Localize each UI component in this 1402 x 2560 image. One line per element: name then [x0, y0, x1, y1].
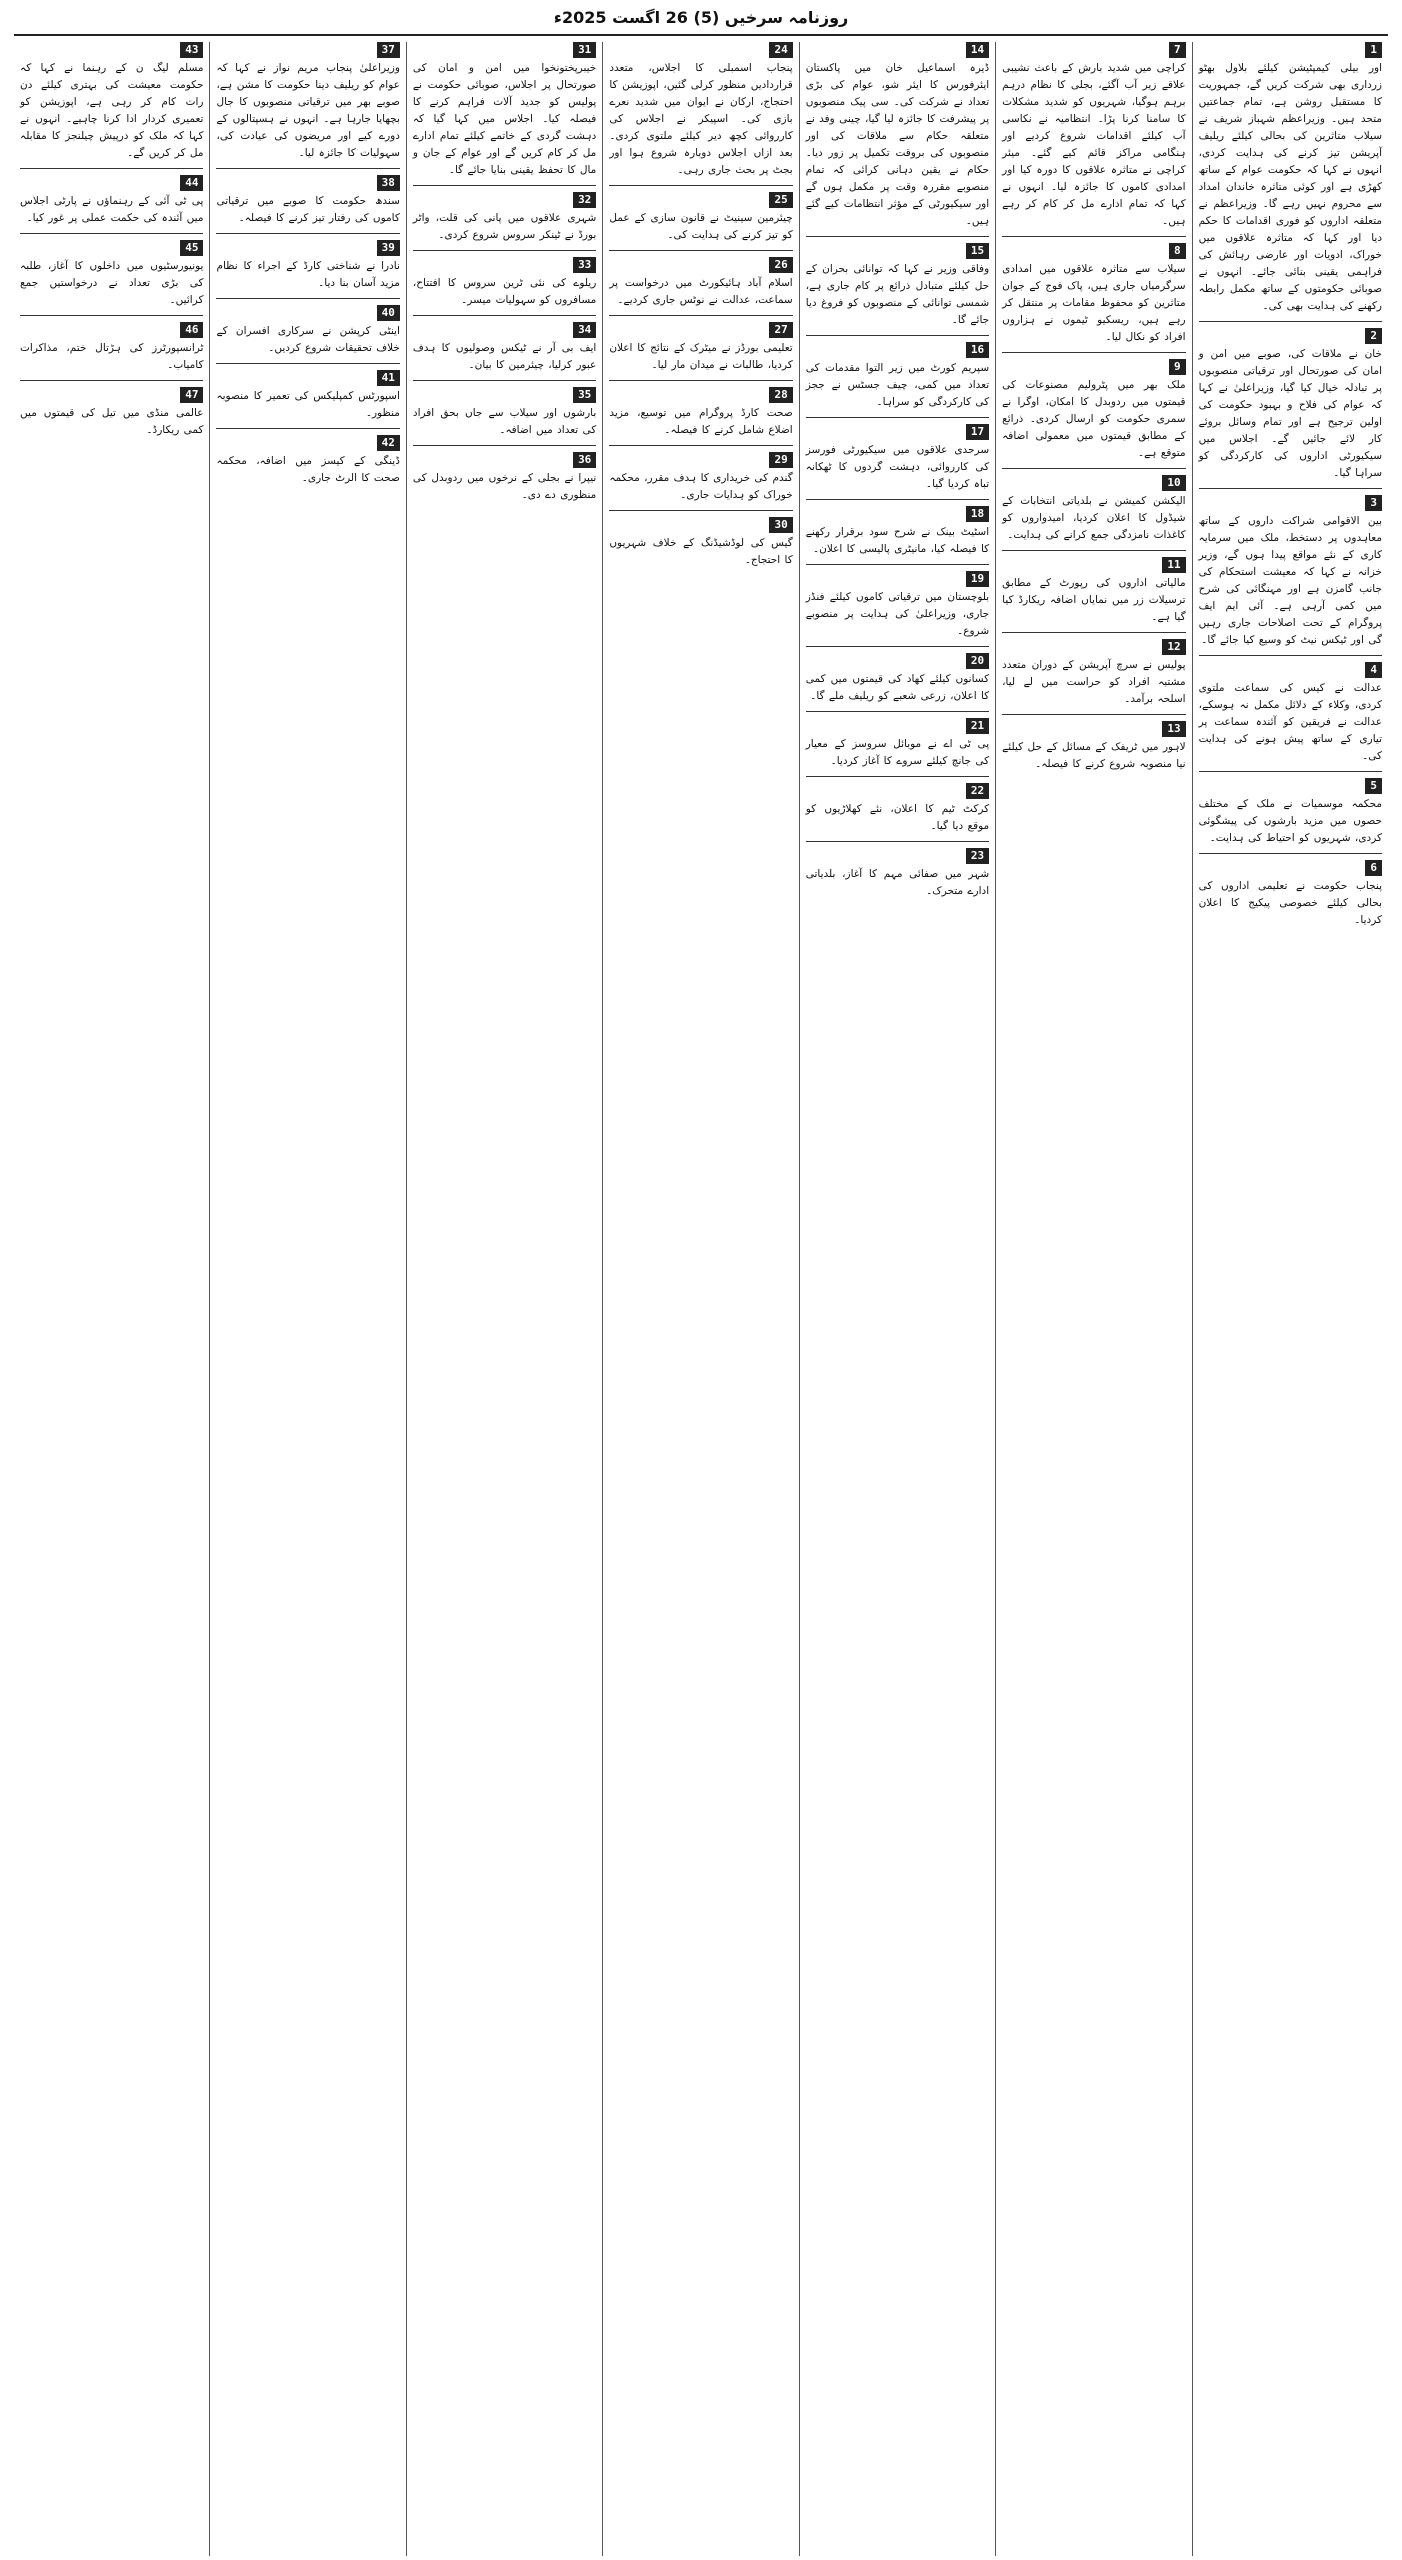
news-item: [1002, 42, 1185, 230]
news-item: [806, 718, 989, 770]
news-item-header: [609, 257, 792, 273]
news-item-header: [1002, 475, 1185, 491]
news-item-number: 45: [180, 240, 203, 256]
news-item-body: اسپورٹس کمپلیکس کی تعمیر کا منصوبہ منظور۔: [216, 390, 400, 419]
news-item-separator: [216, 168, 399, 169]
news-item-number: 27: [769, 322, 792, 338]
news-item-number: 21: [966, 718, 989, 734]
news-item-header: [1002, 42, 1185, 58]
news-item: [20, 42, 203, 162]
news-item: [1199, 495, 1382, 649]
news-item-body: ڈینگی کے کیسز میں اضافہ، محکمہ صحت کا الرٹ جاری۔: [216, 455, 400, 484]
news-column: [406, 42, 602, 2556]
news-item-header: [20, 387, 203, 403]
news-item-body: ریلوے کی نئی ٹرین سروس کا افتتاح، مسافروں کو سہولیات میسر۔: [412, 277, 597, 306]
news-item: [1002, 639, 1185, 708]
news-item-header: [1002, 721, 1185, 737]
news-item-header: [806, 653, 989, 669]
news-item-header: [216, 435, 399, 451]
news-item-header: [413, 192, 596, 208]
news-item-number: 41: [377, 370, 400, 386]
news-item-header: [216, 240, 399, 256]
news-item-number: 34: [573, 322, 596, 338]
news-item-body: اور بیلی کیمپٹیشن کیلئے بلاول بھٹو زرداری بھی شرکت کریں گے، جمہوریت کا مستقبل روشن ہے، تمام جماعتیں متحد ہیں۔ وزیراعظم شہباز شریف نے سیلاب متاثرین کی بحالی کیلئے ریلیف آپریشن تیز کرنے کی ہدایت کردی، انہوں نے کہا کہ حکومت عوام کے ساتھ کھڑی ہے اور کوئی متاثرہ خاندان امداد سے محروم نہیں رہے گا۔ وزیراعظم نے متعلقہ اداروں کو فوری اقدامات کا حکم دیا اور کہا کہ متاثرہ علاقوں میں خوراک، ادویات اور عارضی رہائش کی فراہمی یقینی بنائی جائے۔ انہوں نے صوبائی حکومتوں کے ساتھ مکمل رابطہ رکھنے کی ہدایت بھی کی۔: [1198, 62, 1382, 312]
news-item-separator: [806, 776, 989, 777]
news-item-separator: [413, 185, 596, 186]
news-item-separator: [216, 428, 399, 429]
news-item: [1002, 359, 1185, 462]
news-item-number: 47: [180, 387, 203, 403]
news-item-body: خیبرپختونخوا میں امن و امان کی صورتحال پر اجلاس، صوبائی حکومت نے پولیس کو جدید آلات فراہم کرنے کا فیصلہ کیا۔ اجلاس میں کہا گیا کہ دہشت گردی کے خاتمے کیلئے تمام ادارے مل کر کام کریں گے اور عوام کے جان و مال کا تحفظ یقینی بنایا جائے گا۔: [412, 62, 597, 176]
news-item-body: مسلم لیگ ن کے رہنما نے کہا کہ حکومت معیشت کی بہتری کیلئے دن رات کام کر رہی ہے، اپوزیشن کو تعمیری کردار ادا کرنا چاہیے۔ انہوں نے کہا کہ ملک کو درپیش چیلنجز کا مقابلہ مل کر کریں گے۔: [20, 62, 204, 159]
news-item-number: 43: [180, 42, 203, 58]
news-item: [20, 322, 203, 374]
news-item-separator: [1002, 468, 1185, 469]
news-columns: [14, 42, 1388, 2556]
news-item-body: نیپرا نے بجلی کے نرخوں میں ردوبدل کی منظوری دے دی۔: [412, 472, 597, 501]
news-item-header: [20, 175, 203, 191]
news-item-header: [806, 718, 989, 734]
news-item-header: [609, 452, 792, 468]
news-item-number: 4: [1365, 662, 1382, 678]
news-item: [806, 243, 989, 329]
news-item-body: کرکٹ ٹیم کا اعلان، نئے کھلاڑیوں کو موقع دیا گیا۔: [805, 803, 990, 832]
news-item-body: الیکشن کمیشن نے بلدیاتی انتخابات کے شیڈول کا اعلان کردیا، امیدواروں کو کاغذات نامزدگی جمع کرانے کی ہدایت۔: [1002, 495, 1186, 541]
news-item: [216, 240, 399, 292]
news-item-header: [1002, 243, 1185, 259]
news-item: [609, 322, 792, 374]
news-item-body: وزیراعلیٰ پنجاب مریم نواز نے کہا کہ عوام کو ریلیف دینا حکومت کا مشن ہے، صوبے بھر میں ترقیاتی منصوبوں کا جال بچھایا جارہا ہے۔ انہوں نے ہسپتالوں کے دورے کیے اور مریضوں کی عیادت کی، سہولیات کا جائزہ لیا۔: [216, 62, 400, 159]
news-item-body: نادرا نے شناختی کارڈ کے اجراء کا نظام مزید آسان بنا دیا۔: [216, 260, 400, 289]
news-item-number: 20: [966, 653, 989, 669]
news-column: [1192, 42, 1388, 2556]
news-item-header: [20, 42, 203, 58]
news-item-number: 22: [966, 783, 989, 799]
news-item-separator: [609, 185, 792, 186]
news-column: [799, 42, 995, 2556]
news-item-header: [609, 192, 792, 208]
news-item-body: عالمی منڈی میں تیل کی قیمتوں میں کمی ریکارڈ۔: [20, 407, 204, 436]
news-item-header: [609, 517, 792, 533]
news-item-separator: [806, 646, 989, 647]
news-item-separator: [609, 315, 792, 316]
news-item: [806, 506, 989, 558]
news-item-number: 26: [769, 257, 792, 273]
news-item-number: 29: [769, 452, 792, 468]
news-item-separator: [1199, 488, 1382, 489]
news-item: [1002, 721, 1185, 773]
news-item-body: پی ٹی اے نے موبائل سروسز کے معیار کی جانچ کیلئے سروے کا آغاز کردیا۔: [805, 738, 990, 767]
news-item-number: 13: [1162, 721, 1185, 737]
news-item-body: گیس کی لوڈشیڈنگ کے خلاف شہریوں کا احتجاج۔: [609, 537, 793, 566]
news-item-header: [20, 240, 203, 256]
news-item-body: پنجاب حکومت نے تعلیمی اداروں کی بحالی کیلئے خصوصی پیکیج کا اعلان کردیا۔: [1198, 880, 1382, 926]
news-item-body: سپریم کورٹ میں زیر التوا مقدمات کی تعداد میں کمی، چیف جسٹس نے ججز کی کارکردگی کو سراہا۔: [805, 362, 990, 408]
header-date-line: روزنامہ سرخیں (5) 26 اگست 2025ء: [553, 7, 849, 27]
news-item-header: [609, 322, 792, 338]
news-item-body: پی ٹی آئی کے رہنماؤں نے پارٹی اجلاس میں آئندہ کی حکمت عملی پر غور کیا۔: [20, 195, 204, 224]
news-item-header: [1199, 42, 1382, 58]
news-item-separator: [609, 250, 792, 251]
news-item: [20, 240, 203, 309]
news-item-header: [806, 424, 989, 440]
news-item: [413, 322, 596, 374]
news-item-body: لاہور میں ٹریفک کے مسائل کے حل کیلئے نیا منصوبہ شروع کرنے کا فیصلہ۔: [1002, 741, 1186, 770]
news-item-body: چیئرمین سینیٹ نے قانون سازی کے عمل کو تیز کرنے کی ہدایت کی۔: [609, 212, 793, 241]
news-item-body: بین الاقوامی شراکت داروں کے ساتھ معاہدوں پر دستخط، ملک میں سرمایہ کاری کے نئے مواقع پیدا ہوں گے، وزیر خزانہ نے کہا کہ معیشت استحکام کی جانب گامزن ہے اور مہنگائی کی شرح میں کمی آرہی ہے۔ آئی ایم ایف پروگرام کے تحت اصلاحات جاری رہیں گی اور ٹیکس نیٹ کو وسیع کیا جائے گا۔: [1198, 515, 1382, 646]
news-item-number: 33: [573, 257, 596, 273]
news-item-separator: [413, 315, 596, 316]
news-item-header: [806, 506, 989, 522]
news-item: [806, 783, 989, 835]
news-item-number: 24: [769, 42, 792, 58]
news-item: [413, 42, 596, 179]
news-item-header: [216, 175, 399, 191]
news-item-header: [216, 370, 399, 386]
news-item-number: 18: [966, 506, 989, 522]
news-item: [1199, 328, 1382, 482]
news-item-number: 30: [769, 517, 792, 533]
news-item-number: 31: [573, 42, 596, 58]
news-item-body: عدالت نے کیس کی سماعت ملتوی کردی، وکلاء کے دلائل مکمل نہ ہوسکے، عدالت نے فریقین کو آئندہ سماعت پر تیاری کے ساتھ پیش ہونے کی ہدایت کی۔: [1198, 682, 1382, 762]
news-item-header: [1199, 860, 1382, 876]
news-item-separator: [20, 233, 203, 234]
news-item-number: 10: [1162, 475, 1185, 491]
news-item-number: 17: [966, 424, 989, 440]
news-item-header: [216, 42, 399, 58]
news-item-header: [806, 571, 989, 587]
news-item-separator: [806, 335, 989, 336]
news-item-number: 39: [377, 240, 400, 256]
news-item-number: 36: [573, 452, 596, 468]
news-item-number: 1: [1365, 42, 1382, 58]
news-item-body: بلوچستان میں ترقیاتی کاموں کیلئے فنڈز جاری، وزیراعلیٰ کی ہدایت پر منصوبے شروع۔: [805, 591, 990, 637]
news-item-separator: [1002, 714, 1185, 715]
news-item-separator: [1199, 771, 1382, 772]
news-item-separator: [1002, 550, 1185, 551]
news-item: [413, 257, 596, 309]
news-item-separator: [1199, 853, 1382, 854]
news-item: [609, 42, 792, 179]
news-item: [806, 342, 989, 411]
news-item: [1199, 778, 1382, 847]
news-item-number: 3: [1365, 495, 1382, 511]
news-item-header: [413, 257, 596, 273]
news-item-body: تعلیمی بورڈز نے میٹرک کے نتائج کا اعلان کردیا، طالبات نے میدان مار لیا۔: [609, 342, 793, 371]
news-item-header: [1002, 557, 1185, 573]
news-item: [1199, 662, 1382, 765]
news-item-header: [216, 305, 399, 321]
news-item-separator: [806, 499, 989, 500]
news-item-separator: [413, 445, 596, 446]
news-item-header: [806, 848, 989, 864]
news-item: [216, 370, 399, 422]
news-item-number: 46: [180, 322, 203, 338]
news-item-number: 14: [966, 42, 989, 58]
news-item-body: پنجاب اسمبلی کا اجلاس، متعدد قراردادیں منظور کرلی گئیں، اپوزیشن کا احتجاج، ارکان نے ایوان میں شدید نعرے بازی کی۔ اسپیکر نے اجلاس کی کارروائی کچھ دیر کیلئے ملتوی کردی۔ بعد ازاں اجلاس دوبارہ شروع ہوا اور بجٹ پر بحث جاری رہی۔: [609, 62, 793, 176]
news-item-body: شہری علاقوں میں پانی کی قلت، واٹر بورڈ نے ٹینکر سروس شروع کردی۔: [412, 212, 597, 241]
news-item-separator: [413, 380, 596, 381]
news-item-header: [1002, 359, 1185, 375]
news-item-header: [806, 342, 989, 358]
news-item: [806, 424, 989, 493]
news-item-header: [806, 243, 989, 259]
news-item: [413, 192, 596, 244]
news-item-body: سرحدی علاقوں میں سیکیورٹی فورسز کی کارروائی، دہشت گردوں کا ٹھکانہ تباہ کردیا گیا۔: [805, 444, 990, 490]
news-item-separator: [216, 233, 399, 234]
news-item: [806, 571, 989, 640]
news-item: [216, 175, 399, 227]
news-item-separator: [216, 298, 399, 299]
news-item-body: بارشوں اور سیلاب سے جاں بحق افراد کی تعداد میں اضافہ۔: [412, 407, 597, 436]
news-item: [806, 653, 989, 705]
news-item-body: صحت کارڈ پروگرام میں توسیع، مزید اضلاع شامل کرنے کا فیصلہ۔: [609, 407, 793, 436]
news-item-number: 9: [1169, 359, 1186, 375]
news-item-separator: [20, 380, 203, 381]
news-item-body: خان نے ملاقات کی، صوبے میں امن و امان کی صورتحال اور ترقیاتی منصوبوں پر تبادلہ خیال کیا گیا، وزیراعلیٰ نے کہا کہ عوام کی فلاح و بہبود حکومت کی اولین ترجیح ہے اور تمام وسائل بروئے کار لائے جائیں گے۔ اجلاس میں سیکیورٹی اداروں کی کارکردگی کو سراہا گیا۔: [1198, 348, 1382, 479]
news-item-header: [609, 387, 792, 403]
news-item: [216, 305, 399, 357]
news-item-number: 11: [1162, 557, 1185, 573]
news-item-header: [413, 387, 596, 403]
news-item-header: [1199, 495, 1382, 511]
news-column: [602, 42, 798, 2556]
news-item-number: 44: [180, 175, 203, 191]
news-item: [413, 387, 596, 439]
news-item-separator: [1199, 321, 1382, 322]
news-item-separator: [216, 363, 399, 364]
news-item-number: 12: [1162, 639, 1185, 655]
news-item-header: [1199, 778, 1382, 794]
news-item: [20, 387, 203, 439]
news-item-number: 7: [1169, 42, 1186, 58]
news-item-separator: [609, 380, 792, 381]
news-item-body: اسٹیٹ بینک نے شرح سود برقرار رکھنے کا فیصلہ کیا، مانیٹری پالیسی کا اعلان۔: [805, 526, 990, 555]
news-item-number: 28: [769, 387, 792, 403]
news-item-separator: [1002, 236, 1185, 237]
news-item-body: پولیس نے سرچ آپریشن کے دوران متعدد مشتبہ افراد کو حراست میں لے لیا، اسلحہ برآمد۔: [1002, 659, 1186, 705]
news-item-body: اسلام آباد ہائیکورٹ میں درخواست پر سماعت، عدالت نے نوٹس جاری کردیے۔: [609, 277, 793, 306]
news-item-body: یونیورسٹیوں میں داخلوں کا آغاز، طلبہ کی بڑی تعداد نے درخواستیں جمع کرائیں۔: [20, 260, 204, 306]
news-item-header: [1199, 328, 1382, 344]
news-column: [14, 42, 209, 2556]
news-item-number: 5: [1365, 778, 1382, 794]
news-item-body: گندم کی خریداری کا ہدف مقرر، محکمہ خوراک کو ہدایات جاری۔: [609, 472, 793, 501]
news-item-body: کراچی میں شدید بارش کے باعث نشیبی علاقے زیر آب آگئے، بجلی کا نظام درہم برہم ہوگیا، شہریوں کو شدید مشکلات کا سامنا کرنا پڑا۔ انتظامیہ نے نکاسی آب کیلئے اقدامات شروع کردیے اور ہنگامی مراکز قائم کیے گئے۔ میئر کراچی نے متاثرہ علاقوں کا دورہ کیا اور امدادی کاموں کا جائزہ لیا۔ انہوں نے کہا کہ تمام ادارے مل کر کام کر رہے ہیں۔: [1002, 62, 1186, 227]
news-item: [1199, 42, 1382, 315]
news-item-number: 23: [966, 848, 989, 864]
news-item-separator: [806, 417, 989, 418]
news-item-number: 38: [377, 175, 400, 191]
news-item-separator: [1002, 632, 1185, 633]
news-item-separator: [20, 315, 203, 316]
news-item-separator: [1199, 655, 1382, 656]
news-item-body: شہر میں صفائی مہم کا آغاز، بلدیاتی ادارے متحرک۔: [805, 868, 990, 897]
news-item: [609, 452, 792, 504]
news-item-header: [806, 42, 989, 58]
news-item-number: 2: [1365, 328, 1382, 344]
news-item-body: سندھ حکومت کا صوبے میں ترقیاتی کاموں کی رفتار تیز کرنے کا فیصلہ۔: [216, 195, 400, 224]
news-item-separator: [413, 250, 596, 251]
news-item-body: وفاقی وزیر نے کہا کہ توانائی بحران کے حل کیلئے متبادل ذرائع پر کام جاری ہے، شمسی توانائی کے منصوبوں کو فروغ دیا جائے گا۔: [805, 263, 990, 326]
news-item-body: ایف بی آر نے ٹیکس وصولیوں کا ہدف عبور کرلیا، چیئرمین کا بیان۔: [412, 342, 597, 371]
news-item: [609, 387, 792, 439]
news-item-body: محکمہ موسمیات نے ملک کے مختلف حصوں میں مزید بارشوں کی پیشگوئی کردی، شہریوں کو احتیاط کی ہدایت۔: [1198, 798, 1382, 844]
news-item-header: [413, 322, 596, 338]
news-item-number: 19: [966, 571, 989, 587]
news-item-body: ٹرانسپورٹرز کی ہڑتال ختم، مذاکرات کامیاب۔: [20, 342, 204, 371]
news-item: [806, 848, 989, 900]
news-item: [609, 257, 792, 309]
news-item: [413, 452, 596, 504]
news-item-header: [609, 42, 792, 58]
news-item: [1002, 475, 1185, 544]
news-item: [609, 517, 792, 569]
news-item-header: [806, 783, 989, 799]
news-item-separator: [806, 711, 989, 712]
news-item-number: 35: [573, 387, 596, 403]
news-item-separator: [806, 236, 989, 237]
news-item-number: 16: [966, 342, 989, 358]
page-header: [14, 0, 1388, 36]
news-item-body: ملک بھر میں پٹرولیم مصنوعات کی قیمتوں میں ردوبدل کا امکان، اوگرا نے سمری حکومت کو ارسال کردی۔ ذرائع کے مطابق قیمتوں میں معمولی اضافہ متوقع ہے۔: [1002, 379, 1186, 459]
news-item-number: 8: [1169, 243, 1186, 259]
news-item-number: 25: [769, 192, 792, 208]
news-item: [1002, 557, 1185, 626]
news-item-body: سیلاب سے متاثرہ علاقوں میں امدادی سرگرمیاں جاری ہیں، پاک فوج کے جوان متاثرین کو محفوظ مقامات پر منتقل کر رہے ہیں، ریسکیو ٹیموں نے ہزاروں افراد کو نکال لیا۔: [1002, 263, 1186, 343]
news-item-separator: [806, 564, 989, 565]
news-item-body: ڈیرہ اسماعیل خان میں پاکستان ایئرفورس کا ایئر شو، عوام کی بڑی تعداد نے شرکت کی۔ سی پیک منصوبوں پر پیشرفت کا جائزہ لیا گیا، چینی وفد نے متعلقہ حکام سے ملاقات کی اور منصوبوں کی بروقت تکمیل پر زور دیا۔ حکام نے یقین دہانی کرائی کہ تمام منصوبے مقررہ وقت پر مکمل ہوں گے اور سیکیورٹی کے مؤثر انتظامات کیے گئے ہیں۔: [805, 62, 990, 227]
news-item: [1199, 860, 1382, 929]
news-item-number: 42: [377, 435, 400, 451]
news-item-number: 40: [377, 305, 400, 321]
news-item-header: [1002, 639, 1185, 655]
news-item-number: 32: [573, 192, 596, 208]
news-item-header: [1199, 662, 1382, 678]
news-item-body: کسانوں کیلئے کھاد کی قیمتوں میں کمی کا اعلان، زرعی شعبے کو ریلیف ملے گا۔: [805, 673, 990, 702]
news-item-number: 6: [1365, 860, 1382, 876]
news-item: [20, 175, 203, 227]
news-item-separator: [806, 841, 989, 842]
news-item-body: مالیاتی اداروں کی رپورٹ کے مطابق ترسیلات زر میں نمایاں اضافہ ریکارڈ کیا گیا ہے۔: [1002, 577, 1186, 623]
news-item-header: [413, 452, 596, 468]
news-column: [209, 42, 405, 2556]
news-item: [1002, 243, 1185, 346]
news-item-header: [413, 42, 596, 58]
news-item-number: 15: [966, 243, 989, 259]
news-item-separator: [20, 168, 203, 169]
news-item: [609, 192, 792, 244]
news-item-separator: [609, 510, 792, 511]
news-item-number: 37: [377, 42, 400, 58]
news-item: [216, 42, 399, 162]
news-item-separator: [1002, 352, 1185, 353]
news-item-separator: [609, 445, 792, 446]
news-column: [995, 42, 1191, 2556]
news-item-body: اینٹی کرپشن نے سرکاری افسران کے خلاف تحقیقات شروع کردیں۔: [216, 325, 400, 354]
news-item: [806, 42, 989, 230]
news-item-header: [20, 322, 203, 338]
news-item: [216, 435, 399, 487]
